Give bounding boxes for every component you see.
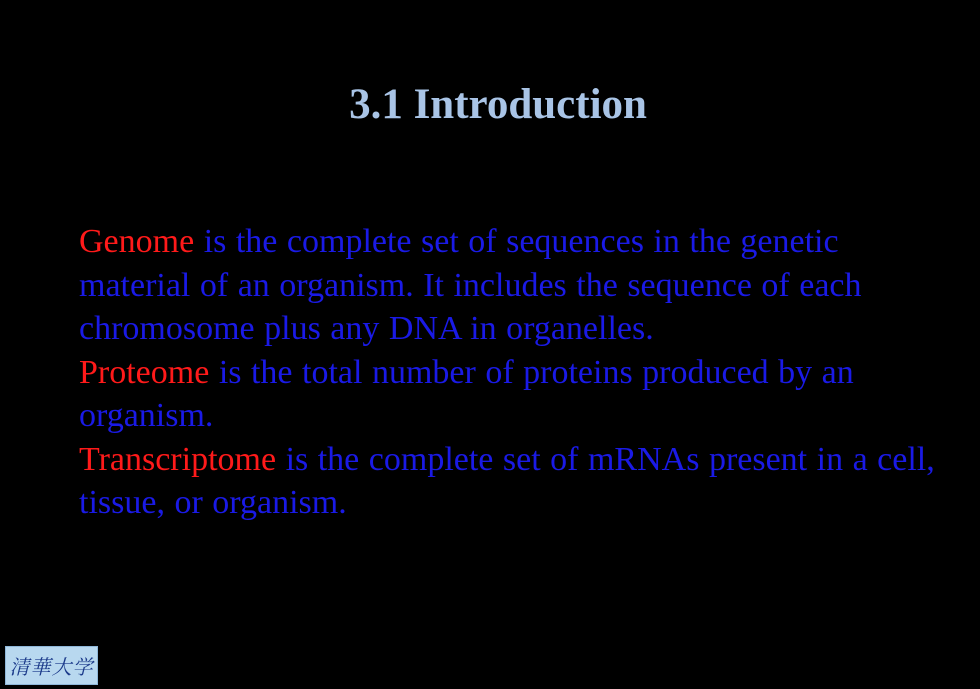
definition-term: Genome [79,223,195,260]
university-logo: 清華大学 [5,646,98,685]
definition-genome [79,220,939,351]
definition-transcriptome [79,438,939,525]
definition-term: Proteome [79,353,210,391]
definition-text: is the complete set of mRNAs present in a cell, tissue, or organism. [79,440,935,521]
definition-proteome [79,351,939,438]
definition-text: is the total number of proteins produced by an organism. [79,353,854,434]
definition-term: Transcriptome [79,440,277,478]
definition-text: is the complete set of sequences in the genetic material of an organism. It includes the sequence of each chromosome plus any DNA in organelles. [79,223,862,347]
slide-title: 3.1 Introduction [349,81,647,128]
definitions-block [79,220,939,525]
